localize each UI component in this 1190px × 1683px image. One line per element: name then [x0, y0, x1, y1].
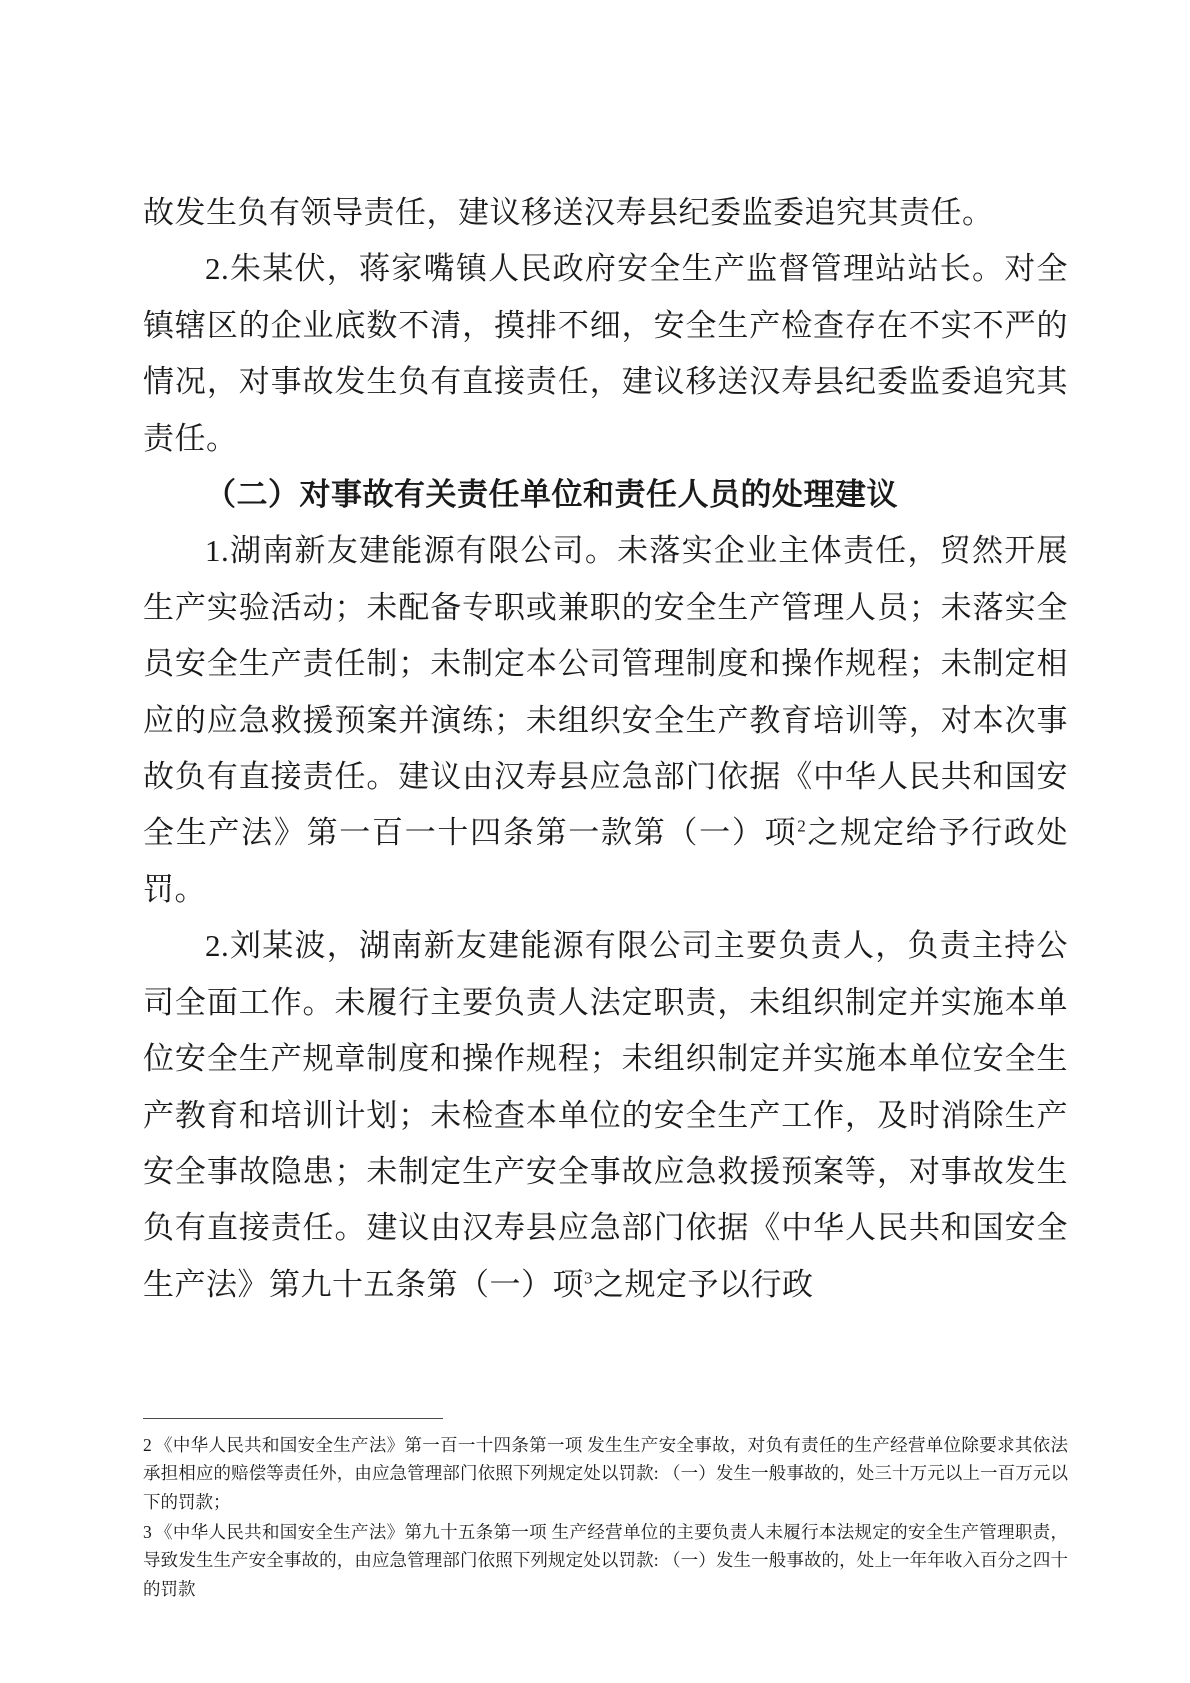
footnote-number-2: 2	[143, 1434, 152, 1455]
footnote-area	[143, 1418, 1068, 1605]
footnote-text-2: 《中华人民共和国安全生产法》第一百一十四条第一项 发生生产安全事故，对负有责任的生产经营单位除要求其依法承担相应的赔偿等责任外，由应急管理部门依照下列规定处以罚款: （一）发生一般事故的，处三十万元以上一百万元以下的罚款；	[143, 1434, 1068, 1512]
paragraph-item-2-text-before: 2.刘某波，湖南新友建能源有限公司主要负责人，负责主持公司全面工作。未履行主要负责人法定职责，未组织制定并实施本单位安全生产规章制度和操作规程；未组织制定并实施本单位安全生产教育和培训计划；未检查本单位的安全生产工作，及时消除生产安全事故隐患；未制定生产安全事故应急救援预案等，对事故发生负有直接责任。建议由汉寿县应急部门依据《中华人民共和国安全生产法》第九十五条第（一）项	[143, 928, 1068, 1302]
footnote-ref-2[interactable]: 2	[797, 817, 807, 837]
footnote-entry-2	[143, 1431, 1068, 1516]
paragraph-item-1-text-before: 1.湖南新友建能源有限公司。未落实企业主体责任，贸然开展生产实验活动；未配备专职或兼职的安全生产管理人员；未落实全员安全生产责任制；未制定本公司管理制度和操作规程；未制定相应的应急救援预案并演练；未组织安全生产教育培训等，对本次事故负有直接责任。建议由汉寿县应急部门依据《中华人民共和国安全生产法》第一百一十四条第一款第（一）项	[143, 533, 1068, 851]
paragraph-continuation: 故发生负有领导责任，建议移送汉寿县纪委监委追究其责任。	[143, 195, 994, 230]
paragraph-item-1-text-after: 之规定给予行政处罚。	[143, 815, 1069, 907]
footnote-number-3: 3	[143, 1521, 152, 1542]
paragraph-item-2-liu	[143, 918, 1068, 1313]
paragraph-item-2-zhu: 2.朱某伏，蒋家嘴镇人民政府安全生产监督管理站站长。对全镇辖区的企业底数不清，摸排不细，安全生产检查存在不实不严的情况，对事故发生负有直接责任，建议移送汉寿县纪委监委追究其责任。	[143, 251, 1068, 456]
paragraph-item-1-company	[143, 523, 1068, 918]
footnote-ref-3[interactable]: 3	[584, 1268, 594, 1288]
paragraph-item-2-text-after: 之规定予以行政	[593, 1266, 814, 1302]
footnote-entry-3	[143, 1518, 1068, 1603]
section-heading-two: （二）对事故有关责任单位和责任人员的处理建议	[205, 477, 898, 513]
document-body	[143, 185, 1068, 1313]
footnote-text-3: 《中华人民共和国安全生产法》第九十五条第一项 生产经营单位的主要负责人未履行本法规定的安全生产管理职责，导致发生生产安全事故的，由应急管理部门依照下列规定处以罚款: （一）发生一般事故的，处上一年年收入百分之四十的罚款	[143, 1521, 1068, 1599]
footnote-separator-rule	[143, 1418, 443, 1419]
